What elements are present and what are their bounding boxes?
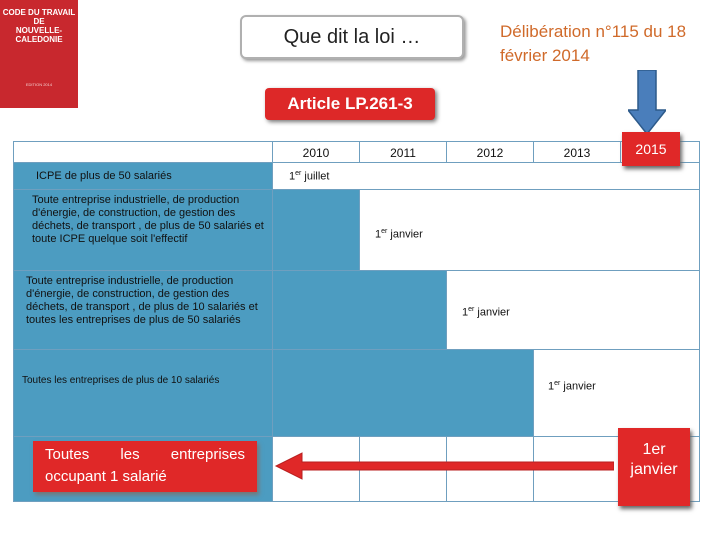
header-label-cell [13,141,273,163]
year-2010: 2010 [272,141,360,163]
title-box [240,15,464,59]
row2-event: 1er janvier [375,228,423,241]
cover-line3: NOUVELLE-CALEDONIE [15,26,63,44]
row2-bar [272,189,360,271]
year-2012: 2012 [446,141,534,163]
article-label: Article LP.261-3 [265,88,435,120]
code-du-travail-cover [0,0,78,108]
row3-label: Toute entreprise industrielle, de production d'énergie, de construction, de gestion des déchets, de transport , de plus de 10 salariés et toutes les entreprises de plus de 50 salariés [13,270,273,350]
year-2015: 2015 [622,132,680,166]
row1-label: ICPE de plus de 50 salariés [13,162,273,190]
year-2011: 2011 [359,141,447,163]
page-title: Que dit la loi … [283,26,421,48]
row1-event: 1er juillet [289,170,330,183]
all-companies-note: Toutes les entreprises occupant 1 salarié [33,441,257,492]
deliberation-text: Délibération n°115 du 18 février 2014 [500,22,687,65]
row3-event: 1er janvier [462,306,510,319]
row3-bar [272,270,447,350]
january-badge: 1er janvier [618,428,690,506]
cover-line2: DE [33,17,45,26]
row1-timeline [272,162,700,190]
cover-edition: EDITION 2014 [25,82,53,87]
row4-timeline [533,349,700,437]
year-2013: 2013 [533,141,621,163]
arrow-left-icon [274,451,614,481]
cover-line1: CODE DU TRAVAIL [2,8,76,17]
row4-event: 1er janvier [548,380,596,393]
arrow-down-icon [628,70,666,134]
row4-label: Toutes les entreprises de plus de 10 salariés [13,349,273,437]
row2-label: Toute entreprise industrielle, de production d'énergie, de construction, de gestion des déchets, de transport , de plus de 50 salariés et toute ICPE quelque soit l'effectif [13,189,273,271]
row4-bar [272,349,534,437]
